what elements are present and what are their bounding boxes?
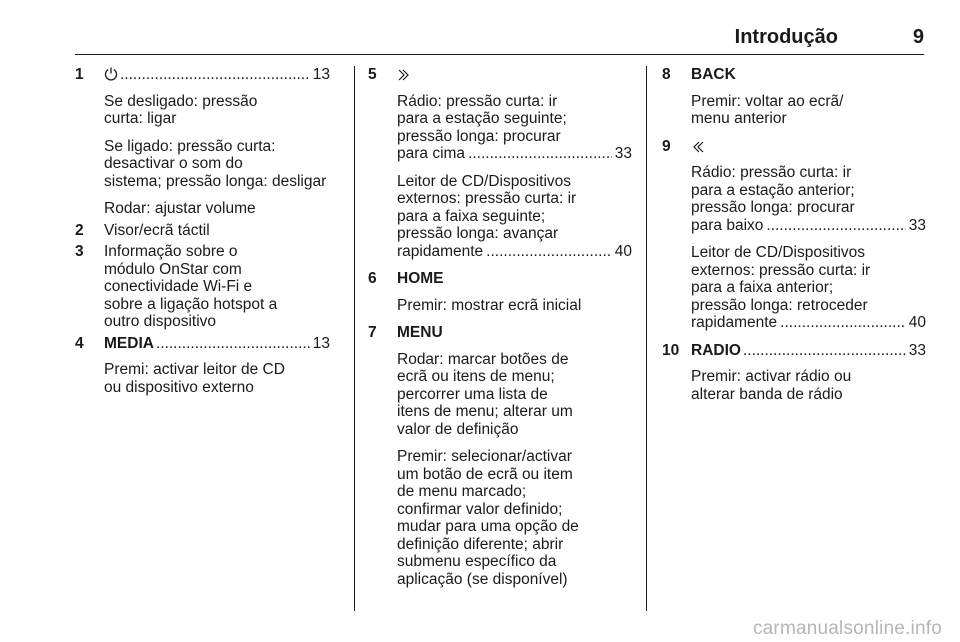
- entry-label: BACK: [691, 66, 736, 83]
- entry-label: RADIO: [691, 341, 741, 359]
- page-title: Introdução: [734, 26, 838, 48]
- entry-number: 1: [75, 66, 84, 83]
- entry-number: 4: [75, 334, 84, 352]
- page-ref: 33: [908, 216, 926, 234]
- entry-6: [368, 270, 632, 314]
- description-paragraph: Rodar: ajustar volume: [104, 200, 256, 217]
- entry-3: [75, 243, 330, 331]
- entry-7: [368, 324, 632, 588]
- entry-8: [662, 66, 926, 128]
- leader-dots: [468, 145, 612, 163]
- page-ref: 40: [908, 314, 926, 331]
- description-paragraph: Premir: voltar ao ecrã/ menu anterior: [691, 92, 844, 127]
- page-ref: 13: [312, 334, 330, 352]
- leader-dots: [766, 217, 905, 235]
- description-paragraph: Premi: activar leitor de CD ou dispositivo externo: [104, 361, 285, 396]
- column-3: [662, 66, 926, 413]
- page-ref: 40: [614, 242, 632, 260]
- description-paragraph: Premir: mostrar ecrã inicial: [397, 296, 582, 314]
- description-paragraph: Leitor de CD/Dispositivos externos: pressão curta: ir para a faixa anterior; pressão longa: retroceder rapidamente ..... 40: [691, 244, 926, 332]
- leader-dots: [743, 342, 906, 360]
- description-paragraph: Premir: activar rádio ou alterar banda de rádio: [691, 368, 852, 403]
- entry-2: [75, 222, 330, 240]
- page-ref: 33: [908, 341, 926, 359]
- entry-1: [75, 66, 330, 218]
- page-number: 9: [912, 26, 924, 48]
- leader-dots: [120, 66, 310, 84]
- description-text: Visor/ecrã táctil: [104, 221, 210, 239]
- seek-forward-icon: [397, 66, 411, 84]
- description-paragraph: Rádio: pressão curta: ir para a estação anterior; pressão longa: procurar para baixo ..... 33: [691, 164, 926, 234]
- entry-number: 2: [75, 221, 84, 239]
- description-paragraph: Premir: selecionar/activar um botão de ecrã ou item de menu marcado; confirmar valor definido; mudar para uma opção de definição diferente; abrir submenu específico da aplicação (se disponível): [397, 448, 579, 588]
- page-header: [75, 26, 924, 55]
- entry-number: 9: [662, 137, 671, 155]
- entry-10: [662, 342, 926, 404]
- entry-number: 6: [368, 270, 377, 287]
- entry-number: 8: [662, 66, 671, 83]
- entry-number: 10: [662, 341, 680, 359]
- leader-dots: [156, 335, 310, 353]
- entry-9: [662, 138, 926, 332]
- description-paragraph: Leitor de CD/Dispositivos externos: pressão curta: ir para a faixa seguinte; pressão longa: avançar rapidamente ..... 40: [397, 173, 632, 261]
- column-1: [75, 66, 330, 406]
- column-divider: [646, 66, 647, 611]
- entry-label: MENU: [397, 324, 443, 341]
- entry-label: HOME: [397, 270, 444, 287]
- entry-label: MEDIA: [104, 334, 154, 352]
- seek-back-icon: [691, 138, 705, 156]
- entry-number: 3: [75, 243, 84, 260]
- description-paragraph: Se ligado: pressão curta: desactivar o som do sistema; pressão longa: desligar: [104, 137, 327, 190]
- entry-4: [75, 335, 330, 397]
- power-icon: [104, 66, 118, 84]
- description-paragraph: Informação sobre o módulo OnStar com conectividade Wi-Fi e sobre a ligação hotspot a outro dispositivo: [104, 243, 278, 330]
- watermark: carmanualsonline.info: [752, 618, 942, 639]
- column-divider: [354, 66, 355, 611]
- leader-dots: [486, 243, 612, 261]
- page-ref: 33: [614, 145, 632, 162]
- column-2: [368, 66, 632, 598]
- description-paragraph: Se desligado: pressão curta: ligar: [104, 92, 258, 127]
- entry-number: 7: [368, 324, 377, 341]
- page-ref: 13: [312, 66, 330, 83]
- description-paragraph: Rádio: pressão curta: ir para a estação seguinte; pressão longa: procurar para cima ..... 33: [397, 93, 632, 163]
- entry-5: [368, 66, 632, 260]
- entry-number: 5: [368, 66, 377, 83]
- leader-dots: [780, 314, 906, 332]
- description-paragraph: Rodar: marcar botões de ecrã ou itens de menu; percorrer uma lista de itens de menu; alterar um valor de definição: [397, 350, 573, 438]
